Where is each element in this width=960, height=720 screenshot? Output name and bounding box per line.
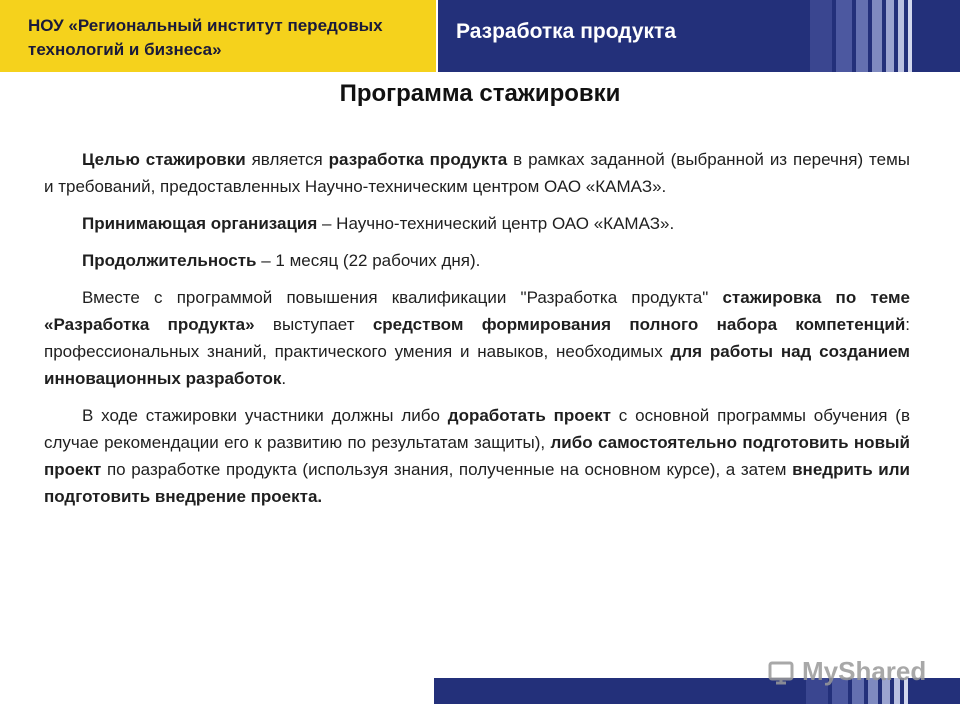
myshared-watermark [768,656,926,687]
paragraph-duration [44,247,910,274]
header-organization-block [0,0,436,72]
duration-label: Продолжительность [82,251,257,270]
header-section-block [436,0,960,72]
page-title: Программа стажировки [339,80,621,107]
goal-text-1: является [245,150,329,169]
competencies-text-2: выступает [254,315,373,334]
competencies-bold-2: средством формирования полного набора компетенций [372,315,906,334]
competencies-bold-1: стажировка по теме «Разработка продукта» [44,288,910,334]
host-organization-text: – Научно-технический центр ОАО «КАМАЗ». [317,214,675,233]
myshared-logo-icon [768,659,796,685]
process-text-1: В ходе стажировки участники должны либо [82,406,448,425]
duration-text: – 1 месяц (22 рабочих дня). [256,251,481,270]
paragraph-host-organization [44,210,910,237]
competencies-bold-3: для работы над созданием инновационных разработок [44,342,910,388]
document-body [44,146,910,520]
section-title: Разработка продукта [456,20,676,43]
paragraph-competencies [44,284,910,392]
watermark-text: MyShared [802,656,927,686]
process-text-2: с основной программы обучения (в случае рекомендации его к развитию по результатам защиты), [44,406,910,452]
competencies-text-3: : профессиональных знаний, практического умения и навыков, необходимых [44,315,911,361]
host-organization-label: Принимающая организация [82,214,318,233]
process-text-3: по разработке продукта (используя знания, полученные на основном курсе), а затем [101,460,793,479]
process-bold-1: доработать проект [447,406,611,425]
process-bold-2: либо самостоятельно подготовить новый проект [44,433,910,479]
goal-text-2: в рамках заданной (выбранной из перечня) темы и требований, предоставленных Научно-техническим центром ОАО «КАМАЗ». [44,150,910,196]
competencies-text-1: Вместе с программой повышения квалификации "Разработка продукта" [82,288,723,307]
paragraph-goal [44,146,910,200]
paragraph-internship-process [44,402,910,510]
competencies-text-4: . [281,369,287,388]
goal-product: разработка продукта [328,150,508,169]
organization-name: НОУ «Региональный институт передовых технологий и бизнеса» [28,16,383,59]
process-bold-3: внедрить или подготовить внедрение проекта. [44,460,911,506]
goal-label: Целью стажировки [82,150,246,169]
